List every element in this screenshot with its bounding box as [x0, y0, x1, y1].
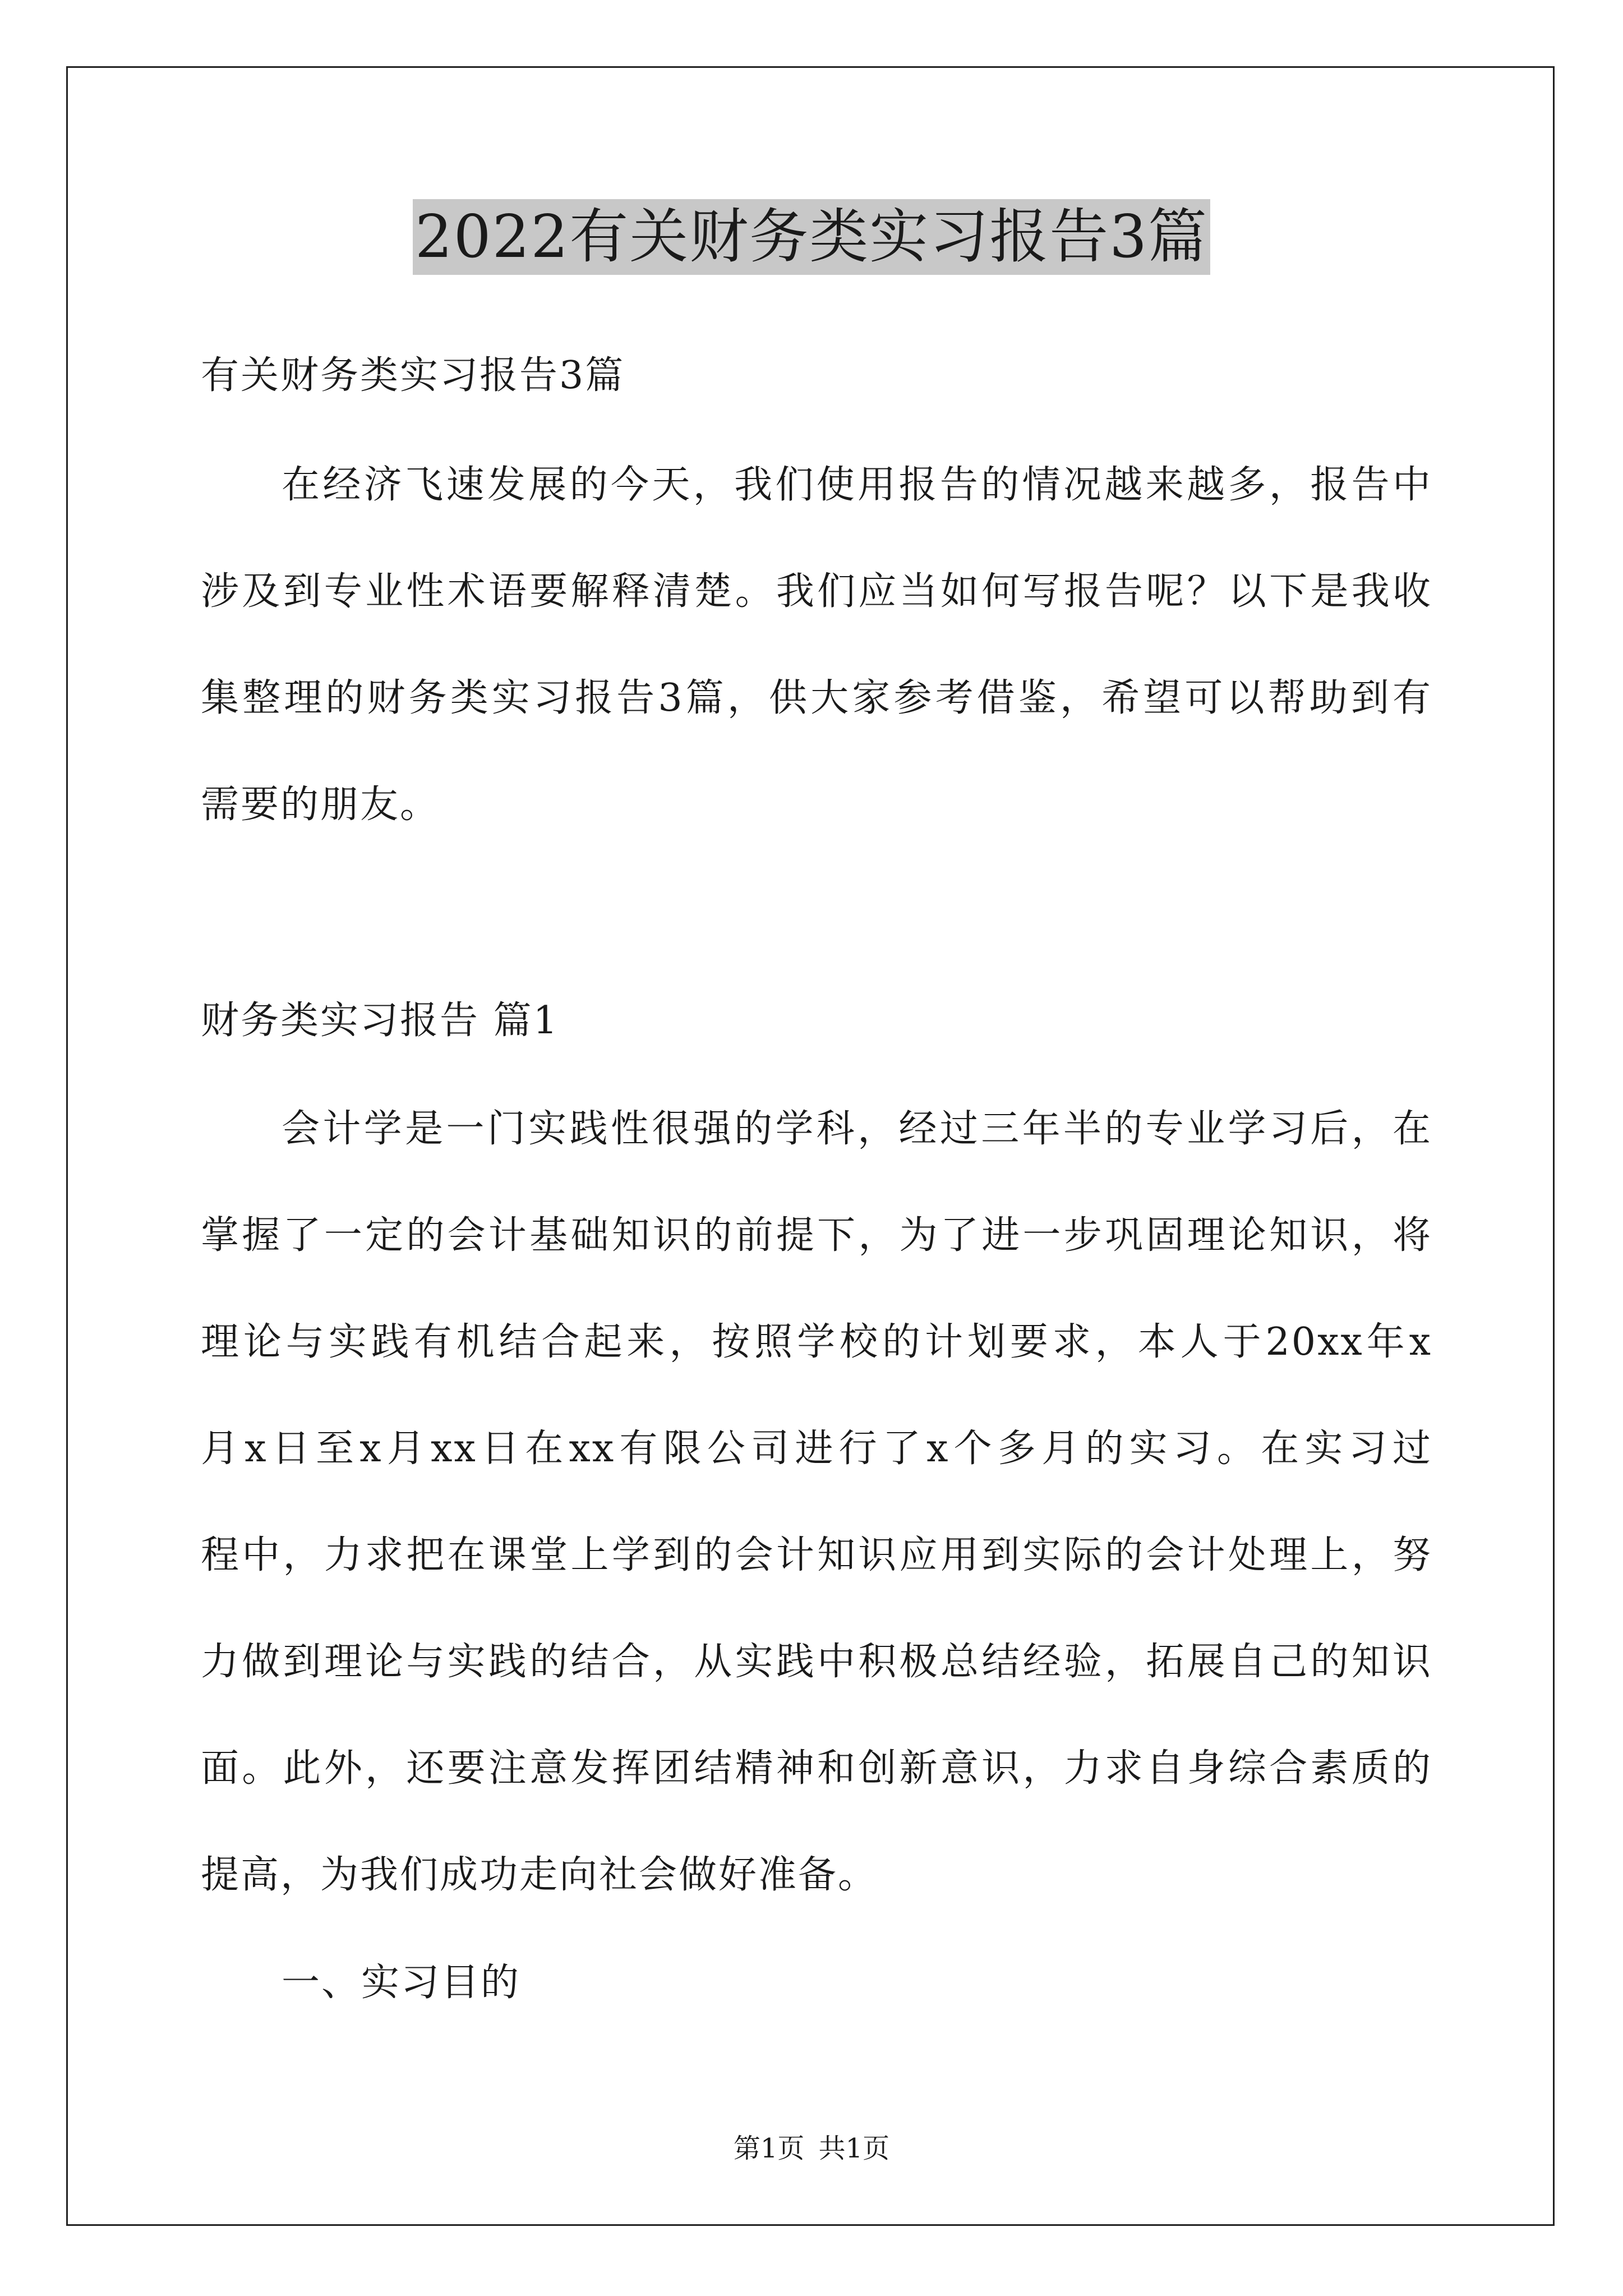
body-line-2: 掌握了一定的会计基础知识的前提下，为了进一步巩固理论知识，将: [201, 1213, 1432, 1258]
body-line-4: 月x日至x月xx日在xx有限公司进行了x个多月的实习。在实习过: [201, 1427, 1432, 1471]
section-heading: 财务类实习报告 篇1: [201, 999, 559, 1043]
intro-line-1: 在经济飞速发展的今天，我们使用报告的情况越来越多，报告中: [282, 463, 1432, 507]
body-line-3: 理论与实践有机结合起来，按照学校的计划要求，本人于20xx年x: [201, 1320, 1432, 1364]
body-line-1: 会计学是一门实践性很强的学科，经过三年半的专业学习后，在: [282, 1107, 1432, 1151]
document-title: 2022有关财务类实习报告3篇: [413, 199, 1210, 275]
body-line-6: 力做到理论与实践的结合，从实践中积极总结经验，拓展自己的知识: [201, 1640, 1432, 1684]
title-container: [0, 199, 1623, 275]
body-line-5: 程中，力求把在课堂上学到的会计知识应用到实际的会计处理上，努: [201, 1533, 1432, 1577]
intro-line-4: 需要的朋友。: [201, 783, 440, 827]
body-line-7: 面。此外，还要注意发挥团结精神和创新意识，力求自身综合素质的: [201, 1746, 1432, 1791]
body-line-8: 提高，为我们成功走向社会做好准备。: [201, 1853, 878, 1897]
document-subtitle: 有关财务类实习报告3篇: [201, 353, 625, 398]
sub-heading: 一、实习目的: [282, 1961, 521, 2005]
intro-line-2: 涉及到专业性术语要解释清楚。我们应当如何写报告呢？以下是我收: [201, 569, 1432, 614]
intro-line-3: 集整理的财务类实习报告3篇，供大家参考借鉴，希望可以帮助到有: [201, 676, 1432, 720]
page-footer: 第1页 共1页: [733, 2133, 890, 2164]
